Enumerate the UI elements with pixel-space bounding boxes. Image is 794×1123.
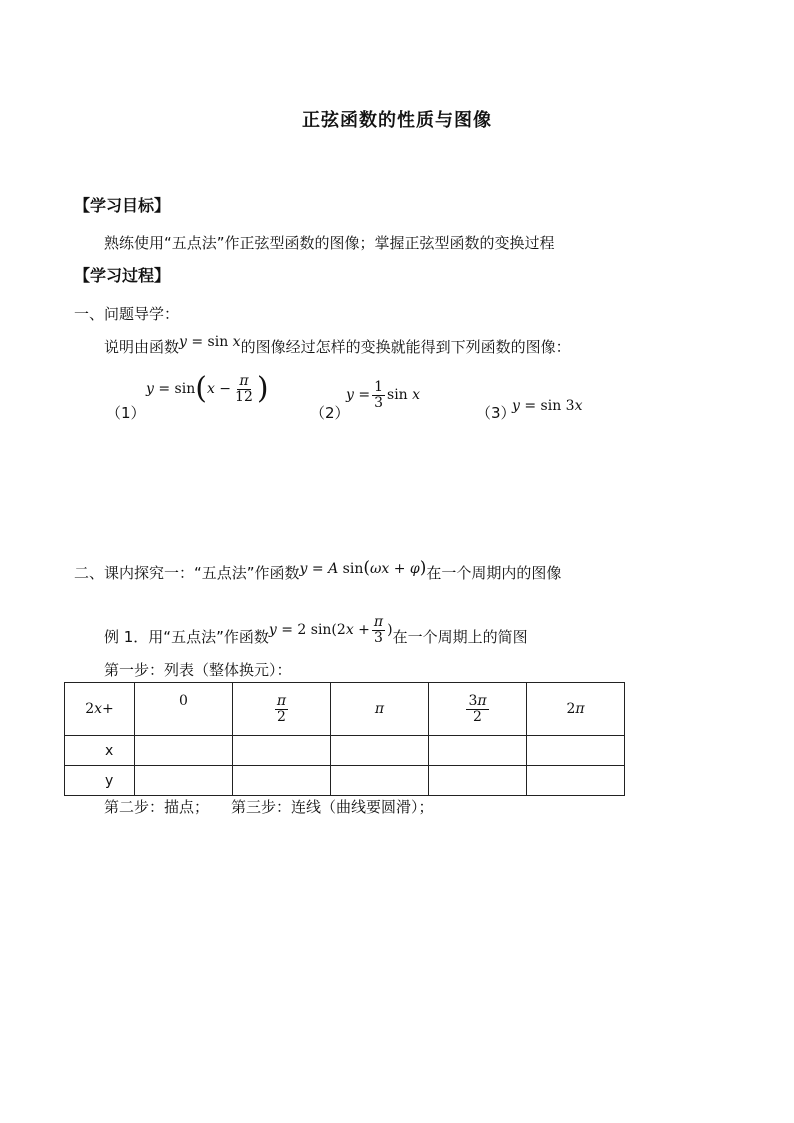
table-header-cell: 2π: [527, 683, 625, 736]
table-header-label: 2x+: [65, 683, 135, 736]
table-row-y: [65, 766, 625, 796]
table-row-x: [65, 736, 625, 766]
item-1-label: （1）: [106, 404, 146, 422]
step2-text: 第二步：描点；: [104, 798, 210, 816]
page-title: 正弦函数的性质与图像: [302, 110, 492, 131]
table-header-row: [65, 683, 625, 736]
table-cell-empty[interactable]: [233, 736, 331, 766]
table-header-cell: $\frac{\pi}{2}$: [233, 683, 331, 736]
item-3-label: （3）: [476, 404, 516, 422]
table-cell-empty[interactable]: [331, 736, 429, 766]
five-point-table: [64, 682, 625, 796]
part2-line: [74, 558, 562, 583]
steps-line: [104, 796, 434, 817]
part1-intro: [104, 336, 571, 357]
table-cell-empty[interactable]: [135, 736, 233, 766]
process-heading: 【学习过程】: [74, 266, 171, 285]
item-1-formula: y = sin(x − $\frac{\pi}{12}$ ): [146, 371, 269, 407]
goal-text: 熟练使用“五点法”作正弦型函数的图像；掌握正弦型函数的变换过程: [104, 234, 555, 252]
item-2-formula: y = $\frac{1}{3}$ sin x: [346, 379, 421, 411]
example-prefix: 例 1．用“五点法”作函数: [104, 628, 269, 647]
part1-heading: 一、问题导学：: [74, 305, 180, 323]
part2-suffix: 在一个周期内的图像: [426, 564, 562, 582]
general-form-formula: y = A sin(ωx + φ): [299, 558, 427, 578]
table-cell-empty[interactable]: [429, 736, 527, 766]
part1-suffix: 的图像经过怎样的变换就能得到下列函数的图像：: [240, 338, 571, 356]
item-3-formula: y = sin 3x: [512, 398, 583, 414]
table-header-cell: $\frac{3\pi}{2}$: [429, 683, 527, 736]
table-cell-empty[interactable]: [135, 766, 233, 796]
table-header-cell: 0: [135, 683, 233, 736]
step3-text: 第三步：连线（曲线要圆滑）；: [231, 798, 434, 816]
example-line: [104, 614, 528, 653]
table-cell-empty[interactable]: [233, 766, 331, 796]
part1-prefix: 说明由函数: [104, 338, 180, 356]
table-cell-empty[interactable]: [527, 766, 625, 796]
example-suffix: 在一个周期上的简图: [392, 628, 528, 647]
table-cell-empty[interactable]: [429, 766, 527, 796]
part2-prefix: 二、课内探究一：“五点法”作函数: [74, 564, 300, 582]
row-label-x: x: [65, 736, 135, 766]
base-function-formula: y = sin x: [179, 334, 241, 350]
table-cell-empty[interactable]: [331, 766, 429, 796]
step1-text: 第一步：列表（整体换元）：: [104, 661, 292, 679]
table-header-cell: π: [331, 683, 429, 736]
row-label-y: y: [65, 766, 135, 796]
goal-heading: 【学习目标】: [74, 196, 171, 215]
table-cell-empty[interactable]: [527, 736, 625, 766]
example-formula: y = 2 sin(2x + $\frac{\pi}{3}$ ): [268, 614, 393, 646]
item-2-label: （2）: [310, 404, 350, 422]
